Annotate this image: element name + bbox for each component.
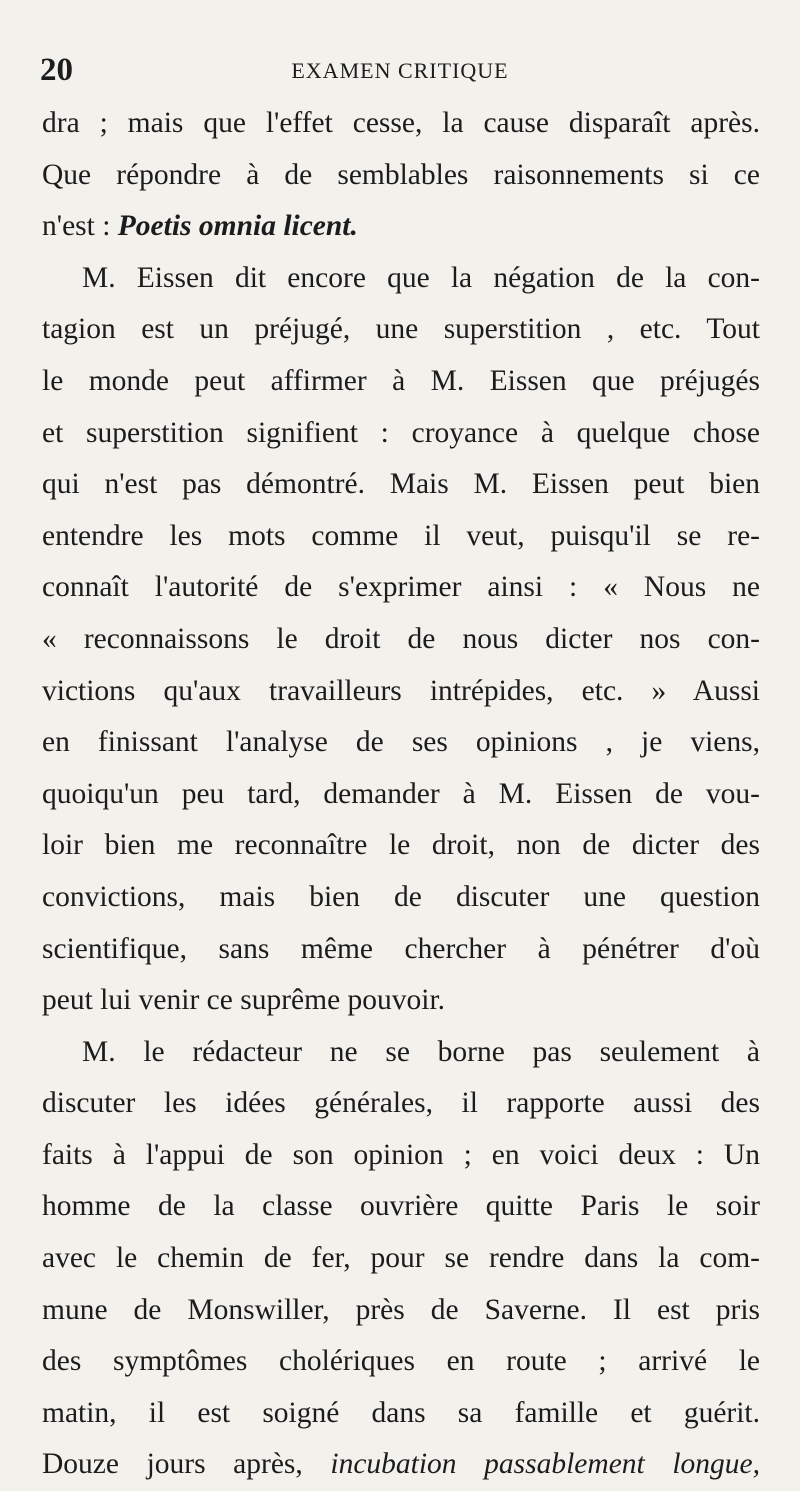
paragraph-start-line: M. le rédacteur ne se borne pas seulement à xyxy=(82,1035,760,1068)
text-line: qui n'est pas démontré. Mais M. Eissen peut bien xyxy=(42,468,760,501)
text-line: « reconnaissons le droit de nous dicter nos con- xyxy=(42,622,760,655)
text-line: avec le chemin de fer, pour se rendre dans la com- xyxy=(42,1242,760,1275)
text-line: discuter les idées générales, il rapporte aussi des xyxy=(42,1087,760,1120)
text-line: dra ; mais que l'effet cesse, la cause disparaît après. xyxy=(42,107,760,139)
text-line xyxy=(42,1439,760,1491)
text-line: scientifique, sans même chercher à pénétrer d'où xyxy=(42,932,760,965)
text-fragment: Douze jours après, xyxy=(42,1448,331,1481)
text-line xyxy=(42,201,760,253)
text-line: tagion est un préjugé, une superstition , etc. Tout xyxy=(42,313,760,346)
text-line: faits à l'appui de son opinion ; en voici deux : Un xyxy=(42,1138,760,1171)
text-line: convictions, mais bien de discuter une question xyxy=(42,880,760,913)
text-line: mune de Monswiller, près de Saverne. Il est pris xyxy=(42,1293,760,1326)
text-fragment: n'est : xyxy=(42,210,118,243)
text-line: et superstition signifient : croyance à quelque chose xyxy=(42,416,760,449)
paragraph-start-line: M. Eissen dit encore que la négation de la con- xyxy=(82,261,760,294)
page-number: 20 xyxy=(40,52,73,88)
latin-quote: Poetis omnia licent. xyxy=(117,210,358,243)
body-text xyxy=(42,98,760,1491)
text-line: matin, il est soigné dans sa famille et guérit. xyxy=(42,1396,760,1429)
text-line: Que répondre à de semblables raisonnements si ce xyxy=(42,158,760,191)
text-line: homme de la classe ouvrière quitte Paris le soir xyxy=(42,1190,760,1223)
text-line: connaît l'autorité de s'exprimer ainsi : « Nous ne xyxy=(42,571,760,604)
text-line: peut lui venir ce suprême pouvoir. xyxy=(42,984,446,1017)
page-header xyxy=(40,50,760,90)
text-line: entendre les mots comme il veut, puisqu'il se re- xyxy=(42,519,760,552)
text-line: loir bien me reconnaître le droit, non de dicter des xyxy=(42,829,760,862)
text-line: en finissant l'analyse de ses opinions , je viens, xyxy=(42,726,760,759)
text-line: des symptômes cholériques en route ; arrivé le xyxy=(42,1345,760,1378)
text-line: victions qu'aux travailleurs intrépides, etc. » Aussi xyxy=(42,674,760,707)
italic-phrase: incubation passablement longue, xyxy=(330,1448,760,1481)
running-title: EXAMEN CRITIQUE xyxy=(291,58,509,83)
text-line: quoiqu'un peu tard, demander à M. Eissen de vou- xyxy=(42,777,760,810)
text-line: le monde peut affirmer à M. Eissen que préjugés xyxy=(42,364,760,397)
